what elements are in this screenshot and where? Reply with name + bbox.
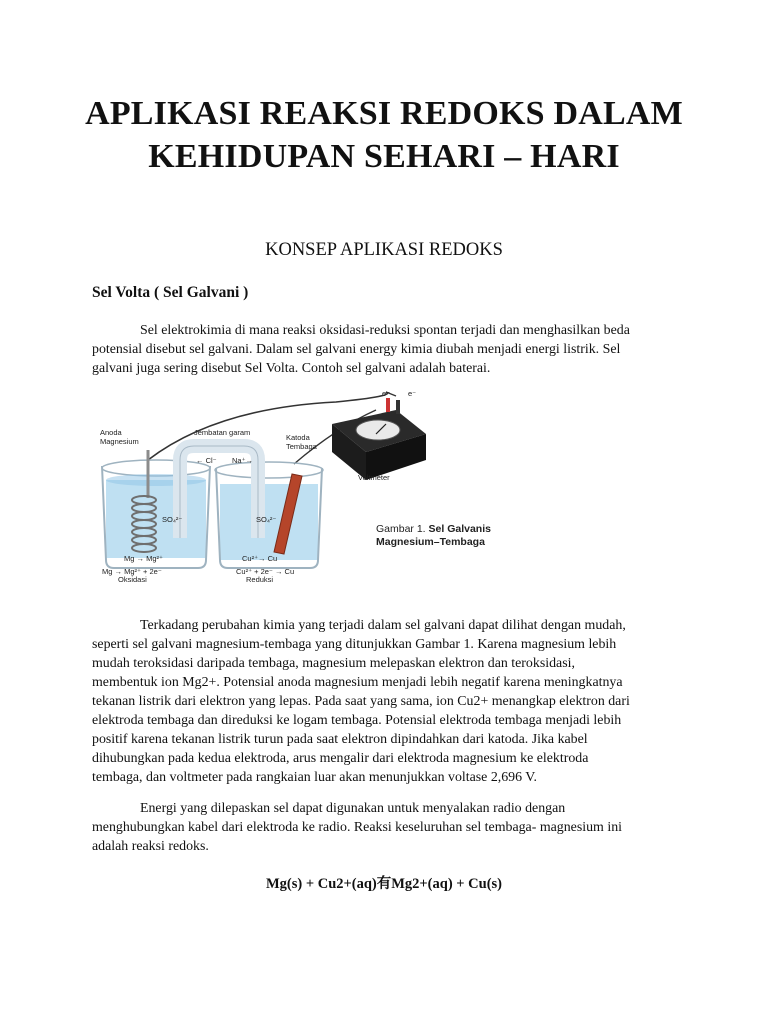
- reduction-label: Reduksi: [246, 575, 274, 584]
- paragraph-1-line: potensial disebut sel galvani. Dalam sel galvani energy kimia diubah menjadi energi listrik. Sel: [92, 342, 621, 357]
- salt-bridge-label: Jembatan garam: [194, 428, 251, 437]
- paragraph-1-line: galvani juga sering disebut Sel Volta. Contoh sel galvani adalah baterai.: [92, 361, 491, 376]
- oxidation-label: Oksidasi: [118, 575, 147, 584]
- paragraph-2-line: positif karena tekanan listrik turun pada saat elektron dipindahkan dari katoda. Jika kabel: [92, 732, 588, 747]
- paragraph-2: [92, 616, 676, 787]
- paragraph-3: [92, 799, 676, 856]
- anode-label: Anoda Magnesium: [100, 428, 139, 446]
- galvanic-cell-illustration: [96, 388, 550, 584]
- title-line-1: APLIKASI REAKSI REDOKS DALAM: [85, 95, 683, 132]
- terminal-negative: [396, 400, 400, 414]
- voltmeter-label: Voltmeter: [358, 473, 390, 482]
- paragraph-2-line: tembaga, dan voltmeter pada rangkaian luar akan menunjukkan voltase 2,696 V.: [92, 770, 538, 785]
- redox-equation: Mg(s) + Cu2+(aq)有Mg2+(aq) + Cu(s): [265, 876, 503, 892]
- paragraph-3-line: adalah reaksi redoks.: [92, 839, 209, 854]
- paragraph-1-line: Sel elektrokimia di mana reaksi oksidasi-reduksi spontan terjadi dan menghasilkan beda: [140, 323, 630, 338]
- paragraph-1: [92, 321, 676, 378]
- document-title: [60, 92, 708, 178]
- paragraph-2-line: dihubungkan pada kedua elektroda, arus mengalir dari elektroda magnesium ke elektroda: [92, 751, 589, 766]
- electron-left-label: e⁻: [382, 389, 391, 398]
- paragraph-2-line: tekanan listrik dari elektron yang lepas. Pada saat yang sama, ion Cu2+ menangkap elektron dari: [92, 694, 630, 709]
- galvanic-cell-figure: [96, 388, 550, 584]
- title-line-2: KEHIDUPAN SEHARI – HARI: [148, 138, 620, 175]
- left-reaction-label: Mg → Mg²⁺: [124, 554, 163, 563]
- section-heading: Sel Volta ( Sel Galvani ): [92, 284, 249, 301]
- sulfate-left-label: SO₄²⁻: [162, 515, 183, 524]
- electron-right-label: e⁻: [408, 389, 417, 398]
- figure-caption: [376, 523, 491, 548]
- paragraph-2-line: Terkadang perubahan kimia yang terjadi dalam sel galvani dapat dilihat dengan mudah,: [140, 618, 626, 633]
- chloride-ion-label: ← Cl⁻: [196, 456, 217, 465]
- right-reaction-label: Cu²⁺→ Cu: [242, 554, 278, 563]
- right-half-reaction: Cu²⁺ + 2e⁻ → Cu: [236, 567, 295, 576]
- paragraph-2-line: elektroda tembaga dan direduksi ke logam tembaga. Potensial elektroda tembaga menjadi lebih: [92, 713, 622, 728]
- paragraph-2-line: membentuk ion Mg2+. Potensial anoda magnesium menjadi lebih negatif karena meningkatnya: [92, 675, 623, 690]
- paragraph-3-line: Energi yang dilepaskan sel dapat digunakan untuk menyalakan radio dengan: [140, 801, 566, 816]
- subtitle: KONSEP APLIKASI REDOKS: [265, 240, 503, 260]
- caption-prefix: Gambar 1.: [376, 523, 429, 535]
- svg-text:Gambar 1. Sel Galvanis: [376, 523, 491, 535]
- paragraph-3-line: menghubungkan kabel dari elektroda ke radio. Reaksi keseluruhan sel tembaga- magnesium ini: [92, 820, 622, 835]
- paragraph-2-line: seperti sel galvani magnesium-tembaga yang ditunjukkan Gambar 1. Karena magnesium lebih: [92, 637, 617, 652]
- cathode-label: Katoda Tembaga: [286, 433, 317, 451]
- paragraph-2-line: mudah teroksidasi daripada tembaga, magnesium melepaskan elektron dan teroksidasi,: [92, 656, 575, 671]
- sodium-ion-label: Na⁺→: [232, 456, 254, 465]
- caption-title: Sel Galvanis: [428, 523, 491, 535]
- caption-subtitle: Magnesium–Tembaga: [376, 536, 485, 548]
- left-half-reaction: Mg → Mg²⁺ + 2e⁻: [102, 567, 162, 576]
- terminal-positive: [386, 398, 390, 412]
- voltmeter: [332, 398, 426, 480]
- sulfate-right-label: SO₄²⁻: [256, 515, 277, 524]
